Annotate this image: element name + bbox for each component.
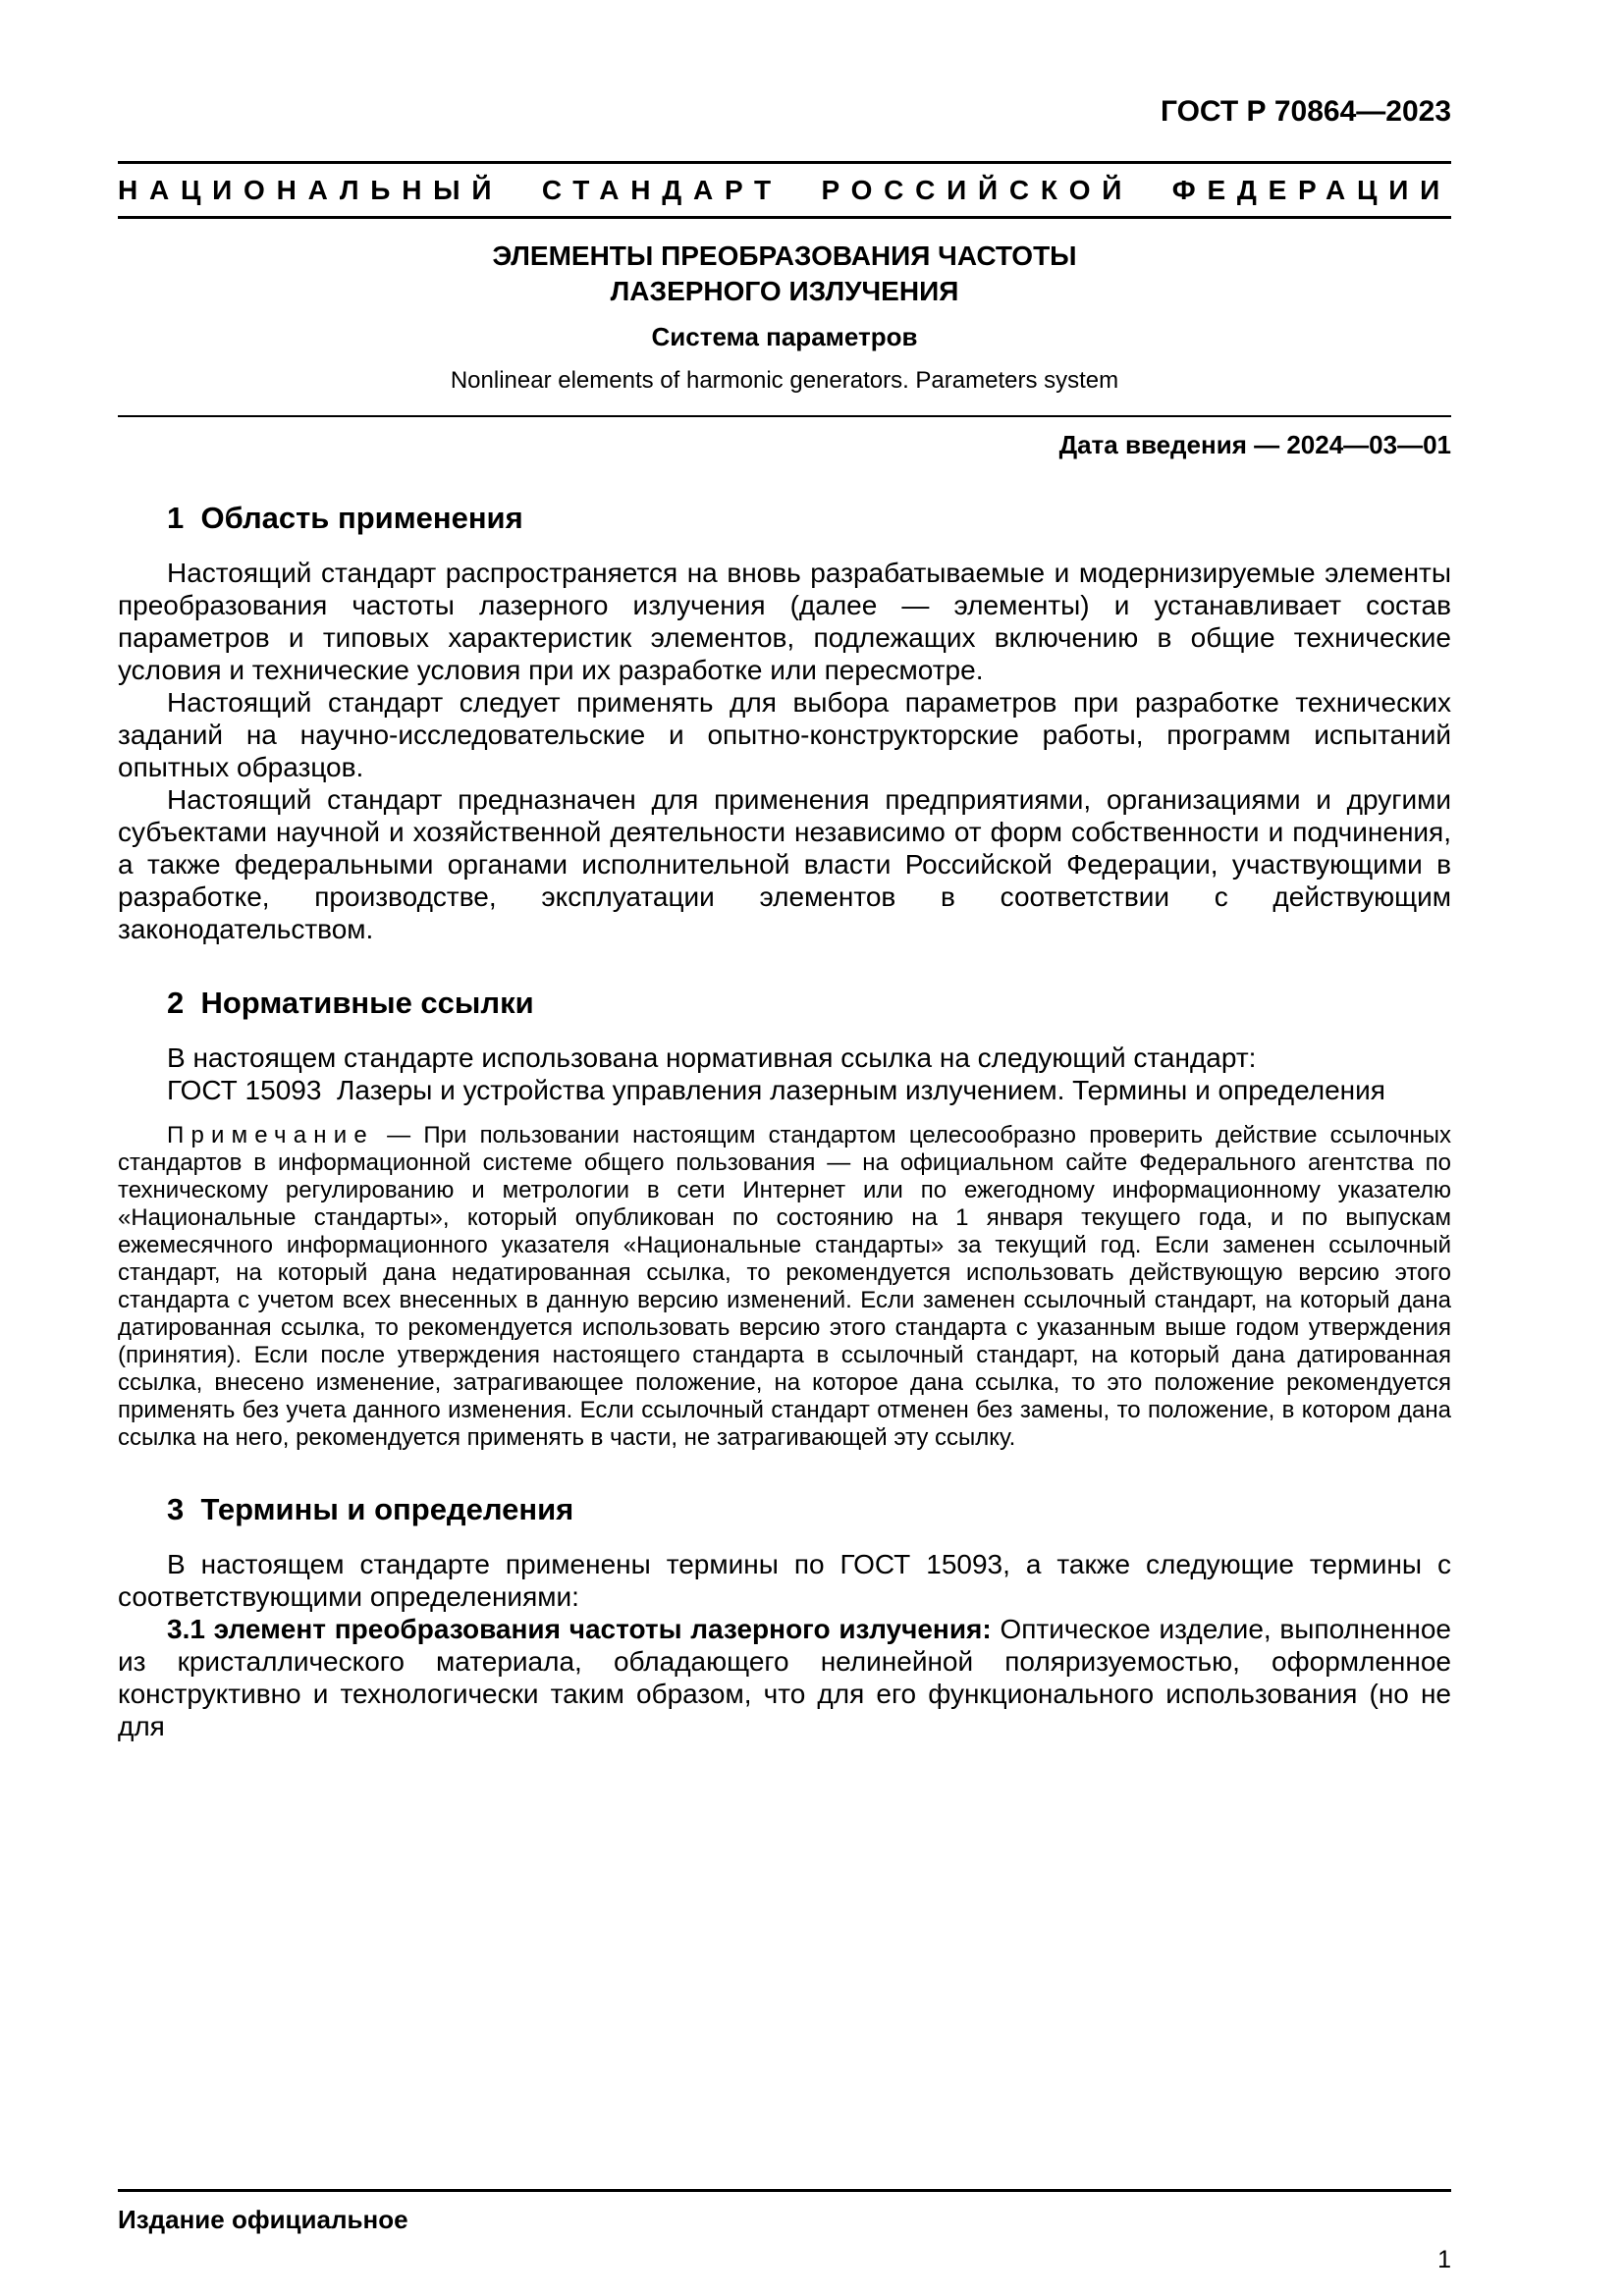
scope-paragraph-1: Настоящий стандарт распространяется на вновь разрабатываемые и модернизируемые элементы преобразования частоты лазерного излучения (далее — элементы) и устанавливает состав параметров и типовых характеристик элементов, подлежащих включению в общие технические условия и технические условия при их разработке или пересмотре. [118, 558, 1451, 685]
gost-reference: ГОСТ 15093 Лазеры и устройства управления лазерным излучением. Термины и определения [167, 1075, 1385, 1105]
doc-subtitle: Система параметров [651, 322, 918, 351]
doc-title-line-2: ЛАЗЕРНОГО ИЗЛУЧЕНИЯ [610, 276, 959, 306]
section-terms-heading: 3 Термины и определения [167, 1492, 574, 1526]
footer [118, 2189, 1451, 2274]
references-note [118, 1122, 1451, 1452]
banner-rule-bottom [118, 216, 1451, 219]
term-bold: 3.1 элемент преобразования частоты лазерного излучения: [167, 1614, 992, 1644]
terms-intro: В настоящем стандарте применены термины по ГОСТ 15093, а также следующие термины с соответствующими определениями: [118, 1549, 1451, 1612]
effective-date: Дата введения — 2024—03—01 [1058, 430, 1451, 459]
term-definition-paragraph [118, 1613, 1451, 1742]
section-scope-heading: 1 Область применения [167, 501, 523, 535]
federation-banner [118, 161, 1451, 219]
scope-paragraph-2: Настоящий стандарт следует применять для выбора параметров при разработке технических заданий на научно-исследовательские и опытно-конструкторские работы, программ испытаний опытных образцов. [118, 687, 1451, 782]
doc-title-en: Nonlinear elements of harmonic generators. Parameters system [450, 367, 1119, 394]
note-label: Примечание [167, 1122, 374, 1148]
header-divider [118, 415, 1451, 417]
page-number: 1 [1437, 2246, 1451, 2273]
title-block [118, 239, 1451, 396]
footer-rule [118, 2189, 1451, 2192]
term-definition-text: Оптическое изделие, выполненное из кристаллического материала, обладающего нелинейной поляризуемостью, оформленное конструктивно и технологически таким образом, что для его функционального использования (но не для [118, 1614, 1451, 1741]
doc-title [118, 239, 1451, 309]
references-intro: В настоящем стандарте использована нормативная ссылка на следующий стандарт: [167, 1042, 1257, 1073]
doc-number: ГОСТ Р 70864—2023 [1160, 95, 1451, 128]
edition-label: Издание официальное [118, 2205, 408, 2234]
federation-title: НАЦИОНАЛЬНЫЙ СТАНДАРТ РОССИЙСКОЙ ФЕДЕРАЦИИ [118, 175, 1451, 205]
section-references-heading: 2 Нормативные ссылки [167, 986, 534, 1020]
doc-title-line-1: ЭЛЕМЕНТЫ ПРЕОБРАЗОВАНИЯ ЧАСТОТЫ [492, 240, 1077, 271]
note-text: — При пользовании настоящим стандартом целесообразно проверить действие ссылочных стандартов в информационной системе общего пользования — на официальном сайте Федерального агентства по техническому регулированию и метрологии в сети Интернет или по ежегодному информационному указателю «Национальные стандарты», который опубликован по состоянию на 1 января текущего года, и по выпускам ежемесячного информационного указателя «Национальные стандарты» за текущий год. Если заменен ссылочный стандарт, на который дана недатированная ссылка, то рекомендуется использовать действующую версию этого стандарта с учетом всех внесенных в данную версию изменений. Если заменен ссылочный стандарт, на который дана датированная ссылка, то рекомендуется использовать версию этого стандарта с указанным выше годом утверждения (принятия). Если после утверждения настоящего стандарта в ссылочный стандарт, на который дана датированная ссылка, внесено изменение, затрагивающее положение, на которое дана ссылка, то это положение рекомендуется применять без учета данного изменения. Если ссылочный стандарт отменен без замены, то положение, в котором дана ссылка на него, рекомендуется применять в части, не затрагивающей эту ссылку. [118, 1122, 1452, 1451]
scope-paragraph-3: Настоящий стандарт предназначен для применения предприятиями, организациями и другими субъектами научной и хозяйственной деятельности независимо от форм собственности и подчинения, а также федеральными органами исполнительной власти Российской Федерации, участвующими в разработке, производстве, эксплуатации элементов в соответствии с действующим законодательством. [118, 784, 1451, 944]
